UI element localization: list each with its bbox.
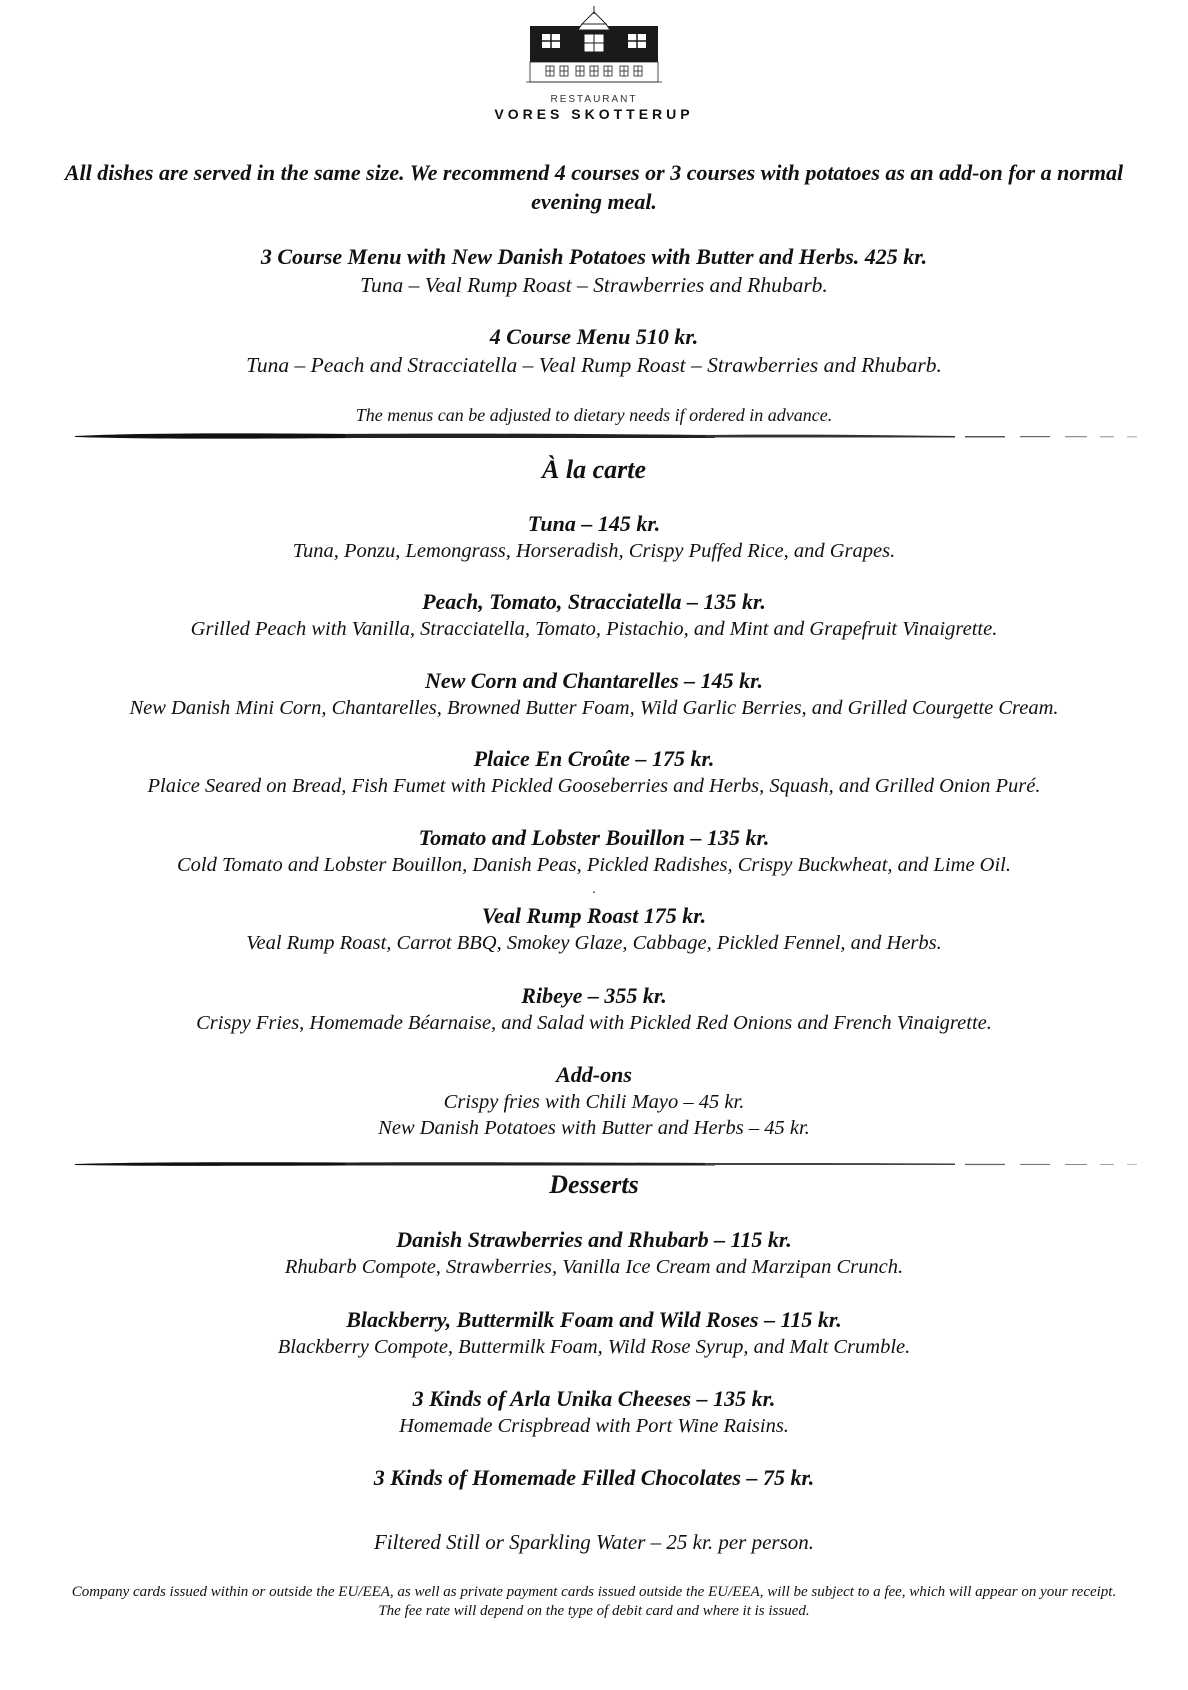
payment-fee-footer: Company cards issued within or outside the EU/EEA, as well as private payment cards issued outside the EU/EEA, will be subject to a fee, which will appear on your receipt. The fee rate will depend on the type of debit card and where it is issued. bbox=[71, 1584, 1117, 1619]
dish-description: Tuna, Ponzu, Lemongrass, Horseradish, Crispy Puffed Rice, and Grapes. bbox=[292, 540, 896, 562]
house-logo-icon bbox=[524, 4, 664, 92]
stray-dot: . bbox=[592, 882, 596, 897]
dessert-name: 3 Kinds of Arla Unika Cheeses – 135 kr. bbox=[412, 1386, 776, 1411]
dessert-description: Rhubarb Compote, Strawberries, Vanilla Ice Cream and Marzipan Crunch. bbox=[284, 1256, 904, 1278]
dish-description: Crispy Fries, Homemade Béarnaise, and Salad with Pickled Red Onions and French Vinaigrette. bbox=[196, 1012, 992, 1034]
dish-item bbox=[40, 667, 1148, 721]
addons-title: Add-ons bbox=[556, 1062, 632, 1087]
dish-name: Peach, Tomato, Stracciatella – 135 kr. bbox=[422, 589, 766, 614]
logo-name: VORES SKOTTERUP bbox=[494, 106, 694, 122]
set-menu-4-course bbox=[40, 323, 1148, 379]
section-title-a-la-carte: À la carte bbox=[542, 455, 646, 484]
addon-item: New Danish Potatoes with Butter and Herbs – 45 kr. bbox=[378, 1117, 810, 1139]
dessert-description: Blackberry Compote, Buttermilk Foam, Wild Rose Syrup, and Malt Crumble. bbox=[277, 1336, 911, 1358]
dish-name: Veal Rump Roast 175 kr. bbox=[481, 903, 707, 928]
dessert-item bbox=[40, 1464, 1148, 1492]
set-menu-courses: Tuna – Peach and Stracciatella – Veal Rump Roast – Strawberries and Rhubarb. bbox=[246, 353, 942, 377]
set-menu-title: 3 Course Menu with New Danish Potatoes with Butter and Herbs. 425 kr. bbox=[260, 244, 928, 269]
dish-description: Cold Tomato and Lobster Bouillon, Danish Peas, Pickled Radishes, Crispy Buckwheat, and Lime Oil. bbox=[176, 854, 1011, 876]
dish-description: New Danish Mini Corn, Chantarelles, Browned Butter Foam, Wild Garlic Berries, and Grilled Courgette Cream. bbox=[129, 697, 1059, 719]
dish-item bbox=[40, 588, 1148, 642]
dish-name: New Corn and Chantarelles – 145 kr. bbox=[424, 668, 763, 693]
set-menu-3-course bbox=[40, 243, 1148, 299]
water-line: Filtered Still or Sparkling Water – 25 kr. per person. bbox=[373, 1530, 814, 1554]
brush-divider bbox=[75, 430, 1147, 442]
dish-name: Tomato and Lobster Bouillon – 135 kr. bbox=[418, 825, 770, 850]
dish-item bbox=[40, 824, 1148, 878]
set-menu-courses: Tuna – Veal Rump Roast – Strawberries and Rhubarb. bbox=[360, 273, 828, 297]
dish-name: Tuna – 145 kr. bbox=[527, 511, 661, 536]
dessert-name: 3 Kinds of Homemade Filled Chocolates – 75 kr. bbox=[373, 1465, 815, 1490]
dish-item bbox=[40, 902, 1148, 956]
dessert-name: Blackberry, Buttermilk Foam and Wild Roses – 115 kr. bbox=[346, 1307, 842, 1332]
restaurant-logo bbox=[0, 4, 1188, 122]
dish-description: Grilled Peach with Vanilla, Stracciatella, Tomato, Pistachio, and Mint and Grapefruit Vinaigrette. bbox=[190, 618, 998, 640]
intro-text: All dishes are served in the same size. We recommend 4 courses or 3 courses with potatoes as an add-on for a normal evening meal. bbox=[64, 160, 1124, 214]
dessert-name: Danish Strawberries and Rhubarb – 115 kr. bbox=[396, 1227, 792, 1252]
dessert-item bbox=[40, 1226, 1148, 1280]
dessert-item bbox=[40, 1306, 1148, 1360]
addon-item: Crispy fries with Chili Mayo – 45 kr. bbox=[443, 1091, 745, 1113]
dish-description: Plaice Seared on Bread, Fish Fumet with Pickled Gooseberries and Herbs, Squash, and Grilled Onion Puré. bbox=[147, 775, 1041, 797]
dish-item bbox=[40, 982, 1148, 1036]
section-title-desserts: Desserts bbox=[549, 1170, 639, 1199]
dish-item bbox=[40, 745, 1148, 799]
dish-item bbox=[40, 510, 1148, 564]
logo-subtitle: RESTAURANT bbox=[550, 94, 638, 105]
brush-divider bbox=[75, 1158, 1147, 1170]
set-menu-title: 4 Course Menu 510 kr. bbox=[489, 324, 699, 349]
addons-section bbox=[40, 1061, 1148, 1141]
dessert-description: Homemade Crispbread with Port Wine Raisins. bbox=[399, 1415, 789, 1437]
dish-name: Plaice En Croûte – 175 kr. bbox=[473, 746, 715, 771]
dietary-note: The menus can be adjusted to dietary needs if ordered in advance. bbox=[355, 405, 833, 425]
dish-description: Veal Rump Roast, Carrot BBQ, Smokey Glaze, Cabbage, Pickled Fennel, and Herbs. bbox=[246, 932, 942, 954]
dish-name: Ribeye – 355 kr. bbox=[521, 983, 667, 1008]
dessert-item bbox=[40, 1385, 1148, 1439]
